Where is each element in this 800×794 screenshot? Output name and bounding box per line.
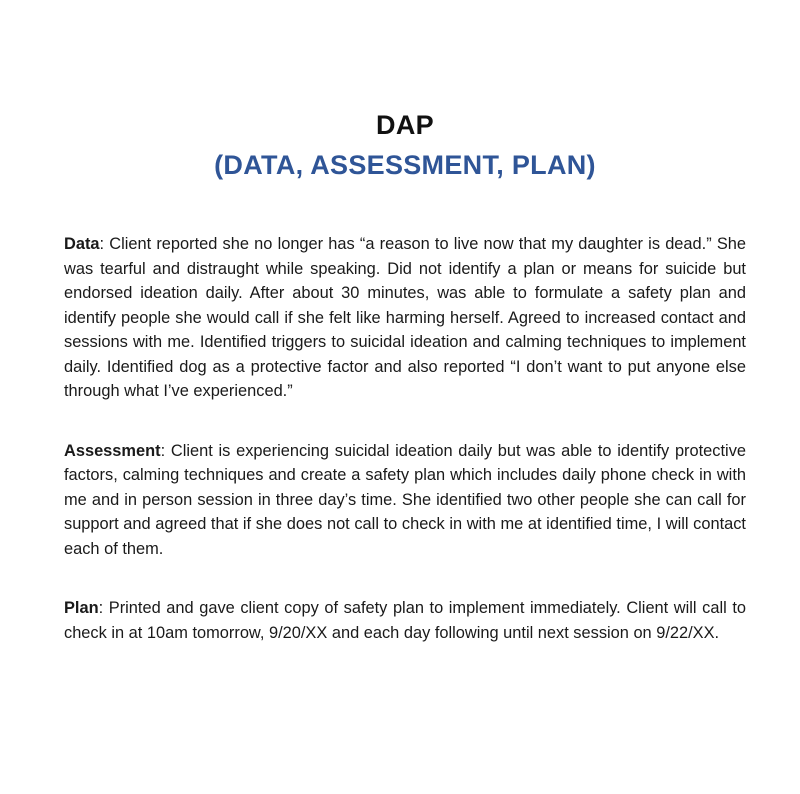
assessment-section-text: Client is experiencing suicidal ideation daily but was able to identify protective factors, calming techniques and create a safety plan which includes daily phone check in with me and in person session in three day’s time. She identified two other people she can call for support and agreed that if she does not call to check in with me at identified time, I will contact each of them. bbox=[64, 441, 746, 558]
assessment-section-separator: : bbox=[160, 441, 171, 460]
plan-section-text: Printed and gave client copy of safety plan to implement immediately. Client will call to check in at 10am tomorrow, 9/20/XX and each day following until next session on 9/22/XX. bbox=[64, 599, 746, 642]
plan-section-label: Plan bbox=[64, 599, 99, 617]
assessment-section bbox=[64, 439, 746, 562]
document-subtitle: (DATA, ASSESSMENT, PLAN) bbox=[214, 150, 596, 180]
data-section bbox=[64, 232, 746, 404]
data-section-text: Client reported she no longer has “a reason to live now that my daughter is dead.” She was tearful and distraught while speaking. Did not identify a plan or means for suicide but endorsed ideation daily. After about 30 minutes, was able to formulate a safety plan and identify people she would call if she felt like harming herself. Agreed to increased contact and sessions with me. Identified triggers to suicidal ideation and calming techniques to implement daily. Identified dog as a protective factor and also reported “I don’t want to put anyone else through what I’ve experienced.” bbox=[64, 235, 747, 400]
data-section-separator: : bbox=[99, 235, 110, 253]
assessment-section-label: Assessment bbox=[64, 441, 161, 460]
data-section-label: Data bbox=[64, 235, 100, 253]
document-title: DAP bbox=[376, 110, 434, 140]
plan-section-separator: : bbox=[98, 599, 109, 617]
plan-section bbox=[64, 596, 746, 645]
